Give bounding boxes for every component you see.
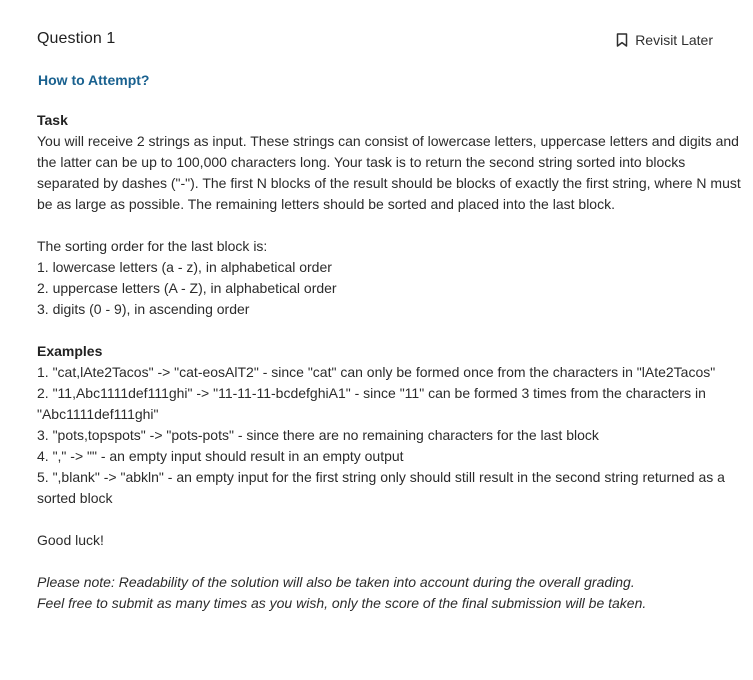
question-header — [37, 30, 713, 52]
example-item: 1. "cat,lAte2Tacos" -> "cat-eosAlT2" - since "cat" can only be formed once from the characters in "lAte2Tacos" — [37, 364, 716, 380]
revisit-later-label: Revisit Later — [635, 32, 713, 48]
examples-heading: Examples — [37, 343, 103, 359]
sorting-rule: 1. lowercase letters (a - z), in alphabetical order — [37, 259, 332, 275]
example-item: 5. ",blank" -> "abkln" - an empty input for the first string only should still result in the second string returned as a sorted block — [37, 469, 725, 506]
how-to-attempt-link[interactable]: How to Attempt? — [38, 72, 150, 88]
task-description: You will receive 2 strings as input. These strings can consist of lowercase letters, uppercase letters and digits and the latter can be up to 100,000 characters long. Your task is to return the second string sorted into blocks separated by dashes ("-"). The first N blocks of the result should be blocks of exactly the first string, where N must be as large as possible. The remaining letters should be sorted and placed into the last block. — [37, 133, 741, 212]
grading-note: Please note: Readability of the solution will also be taken into account during the overall grading. — [37, 574, 635, 590]
sorting-intro: The sorting order for the last block is: — [37, 238, 268, 254]
example-item: 3. "pots,topspots" -> "pots-pots" - since there are no remaining characters for the last block — [37, 427, 599, 443]
example-item: 2. "11,Abc1111def111ghi" -> "11-11-11-bcdefghiA1" - since "11" can be formed 3 times from the characters in "Abc1111def111ghi" — [37, 385, 706, 422]
sorting-rule: 2. uppercase letters (A - Z), in alphabetical order — [37, 280, 337, 296]
good-luck-text: Good luck! — [37, 532, 104, 548]
question-title: Question 1 — [37, 30, 116, 47]
question-body — [37, 110, 745, 614]
bookmark-icon — [616, 33, 628, 47]
sorting-rule: 3. digits (0 - 9), in ascending order — [37, 301, 250, 317]
submission-note: Feel free to submit as many times as you wish, only the score of the final submission will be taken. — [37, 595, 647, 611]
revisit-later-button[interactable] — [616, 32, 713, 48]
task-heading: Task — [37, 112, 68, 128]
example-item: 4. "," -> "" - an empty input should result in an empty output — [37, 448, 404, 464]
